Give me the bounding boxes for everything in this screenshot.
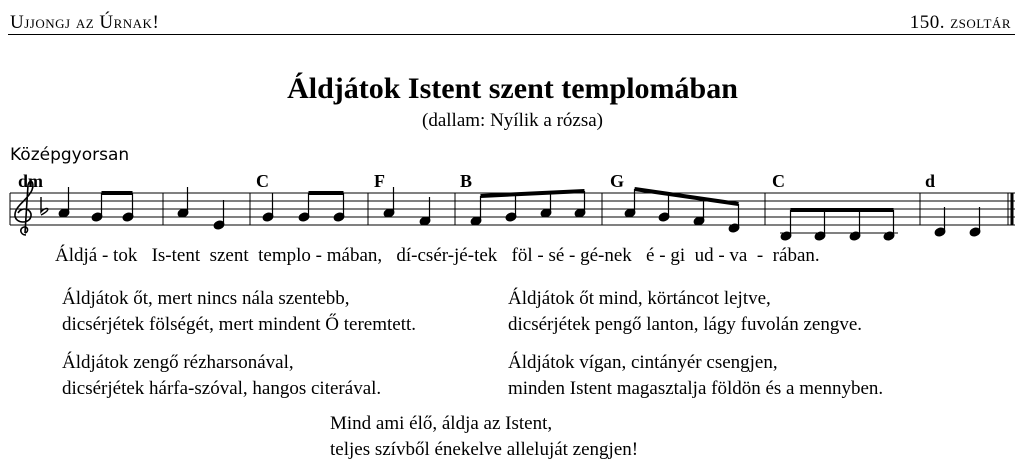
chord-symbol: d: [925, 171, 936, 191]
tempo-marking: Középgyorsan: [10, 145, 130, 165]
stanza-line: teljes szívből énekelve alleluját zengjen!: [330, 439, 639, 460]
song-subtitle: (dallam: Nyílik a rózsa): [422, 110, 603, 131]
stanza-line: dicsérjétek pengő lanton, lágy fuvolán zengve.: [508, 314, 863, 335]
stanza-block: [508, 286, 862, 338]
chord-symbol: dm: [18, 171, 44, 191]
chord-symbol: C: [772, 171, 785, 191]
chord-symbol: B: [460, 171, 473, 191]
chord-symbol: F: [374, 171, 385, 191]
stanza-line: Áldjátok őt mind, körtáncot lejtve,: [508, 288, 771, 309]
music-staff: [0, 160, 1025, 245]
stanza-line: dicsérjétek fölségét, mert mindent Ő teremtett.: [62, 314, 417, 335]
psalm-number: 150. zsoltár: [909, 12, 1011, 33]
stanza-block: [508, 350, 883, 402]
stanza-line: Áldjátok vígan, cintányér csengjen,: [508, 352, 778, 373]
chord-symbol: G: [610, 171, 625, 191]
notes: [58, 187, 981, 241]
song-title: Áldjátok Istent szent templomában: [287, 72, 738, 105]
stanza-line: dicsérjétek hárfa-szóval, hangos citerával.: [62, 378, 382, 399]
page-header: [8, 8, 1015, 35]
stanza-line: Mind ami élő, áldja az Istent,: [330, 413, 553, 434]
stanza-line: Áldjátok zengő rézharsonával,: [62, 352, 294, 373]
stanza-block: [330, 411, 638, 463]
stanza-line: minden Istent magasztalja földön és a mennyben.: [508, 378, 884, 399]
stanza-block: [62, 350, 381, 402]
flat-key-signature-icon: [41, 197, 48, 215]
chord-symbol: C: [256, 171, 269, 191]
chord-symbols: [18, 171, 935, 191]
stanza-block: [62, 286, 416, 338]
lyrics-line: [55, 245, 995, 267]
stanza-line: Áldjátok őt, mert nincs nála szentebb,: [62, 288, 350, 309]
book-title: Ujjongj az Úrnak!: [10, 12, 160, 33]
lyrics-text: Áldjá - tok Is-tent szent templo - mában, dí-csér-jé-tek föl - sé - gé-nek é - gi ud - va - rában.: [55, 245, 820, 266]
